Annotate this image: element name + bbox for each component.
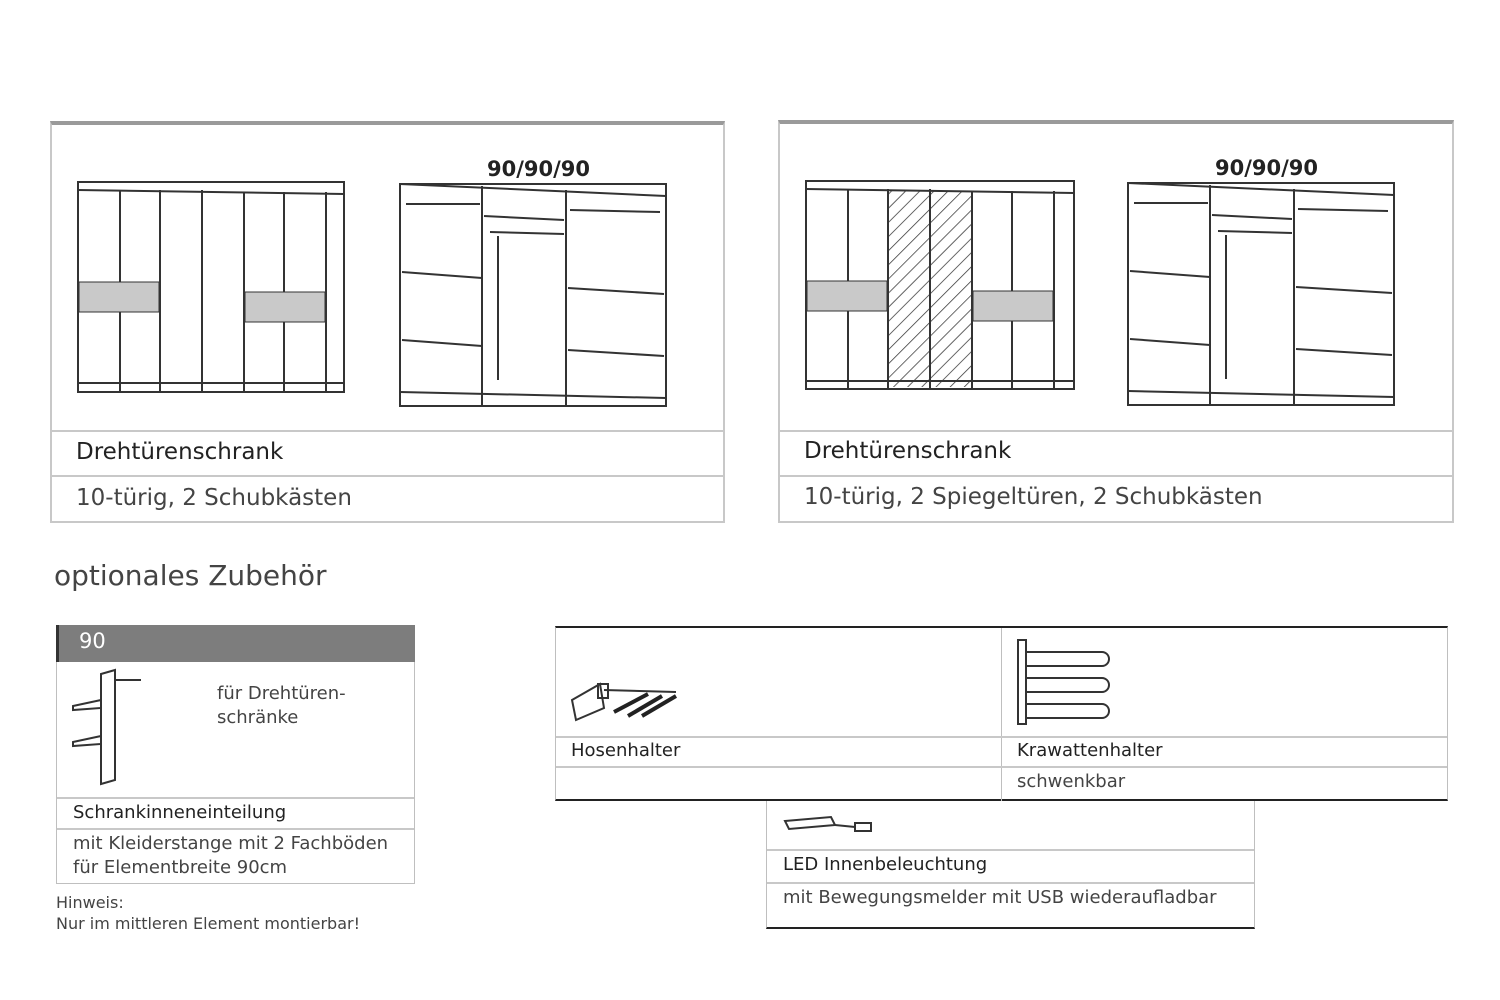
holder-table: [555, 626, 1448, 801]
interior-note-label: Hinweis:: [56, 893, 124, 912]
interior-width-tag: [56, 625, 415, 662]
product-subtitle-1: 10-türig, 2 Schubkästen: [76, 485, 352, 511]
wardrobe-interior-drawing-1: [398, 180, 670, 412]
product-title-1: Drehtürenschrank: [76, 439, 284, 465]
interior-title: Schrankinneneinteilung: [73, 802, 287, 823]
interior-width-label: 90: [79, 629, 106, 653]
led-detail: mit Bewegungsmelder mit USB wiederaufladbar: [783, 887, 1217, 908]
interior-description: für Drehtüren- schränke: [217, 683, 346, 728]
interior-note-text: Nur im mittleren Element montierbar!: [56, 914, 360, 933]
product-subtitle-2: 10-türig, 2 Spiegeltüren, 2 Schubkästen: [804, 484, 1263, 510]
accessories-heading: optionales Zubehör: [54, 559, 327, 592]
tie-holder-detail: schwenkbar: [1017, 771, 1126, 792]
tie-holder-icon: [1016, 638, 1116, 728]
led-accessory-box: [766, 801, 1255, 929]
interior-detail-line2: für Elementbreite 90cm: [73, 857, 288, 878]
trouser-holder-title: Hosenhalter: [571, 740, 681, 761]
product-card-2: [778, 120, 1454, 523]
dimensions-label-1: 90/90/90: [487, 157, 591, 181]
wardrobe-interior-drawing-2: [1126, 179, 1398, 411]
tie-holder-title: Krawattenhalter: [1017, 740, 1163, 761]
led-title: LED Innenbeleuchtung: [783, 854, 988, 875]
product-card-1: [50, 121, 725, 523]
interior-shelf-icon: [71, 670, 143, 786]
interior-accessory-box: [56, 662, 415, 884]
product-title-2: Drehtürenschrank: [804, 438, 1012, 464]
interior-detail-line1: mit Kleiderstange mit 2 Fachböden: [73, 833, 389, 854]
trouser-holder-icon: [570, 678, 680, 724]
wardrobe-front-drawing-2: [804, 179, 1076, 409]
led-light-icon: [783, 813, 879, 839]
wardrobe-front-drawing-1: [76, 180, 346, 410]
dimensions-label-2: 90/90/90: [1215, 156, 1319, 180]
